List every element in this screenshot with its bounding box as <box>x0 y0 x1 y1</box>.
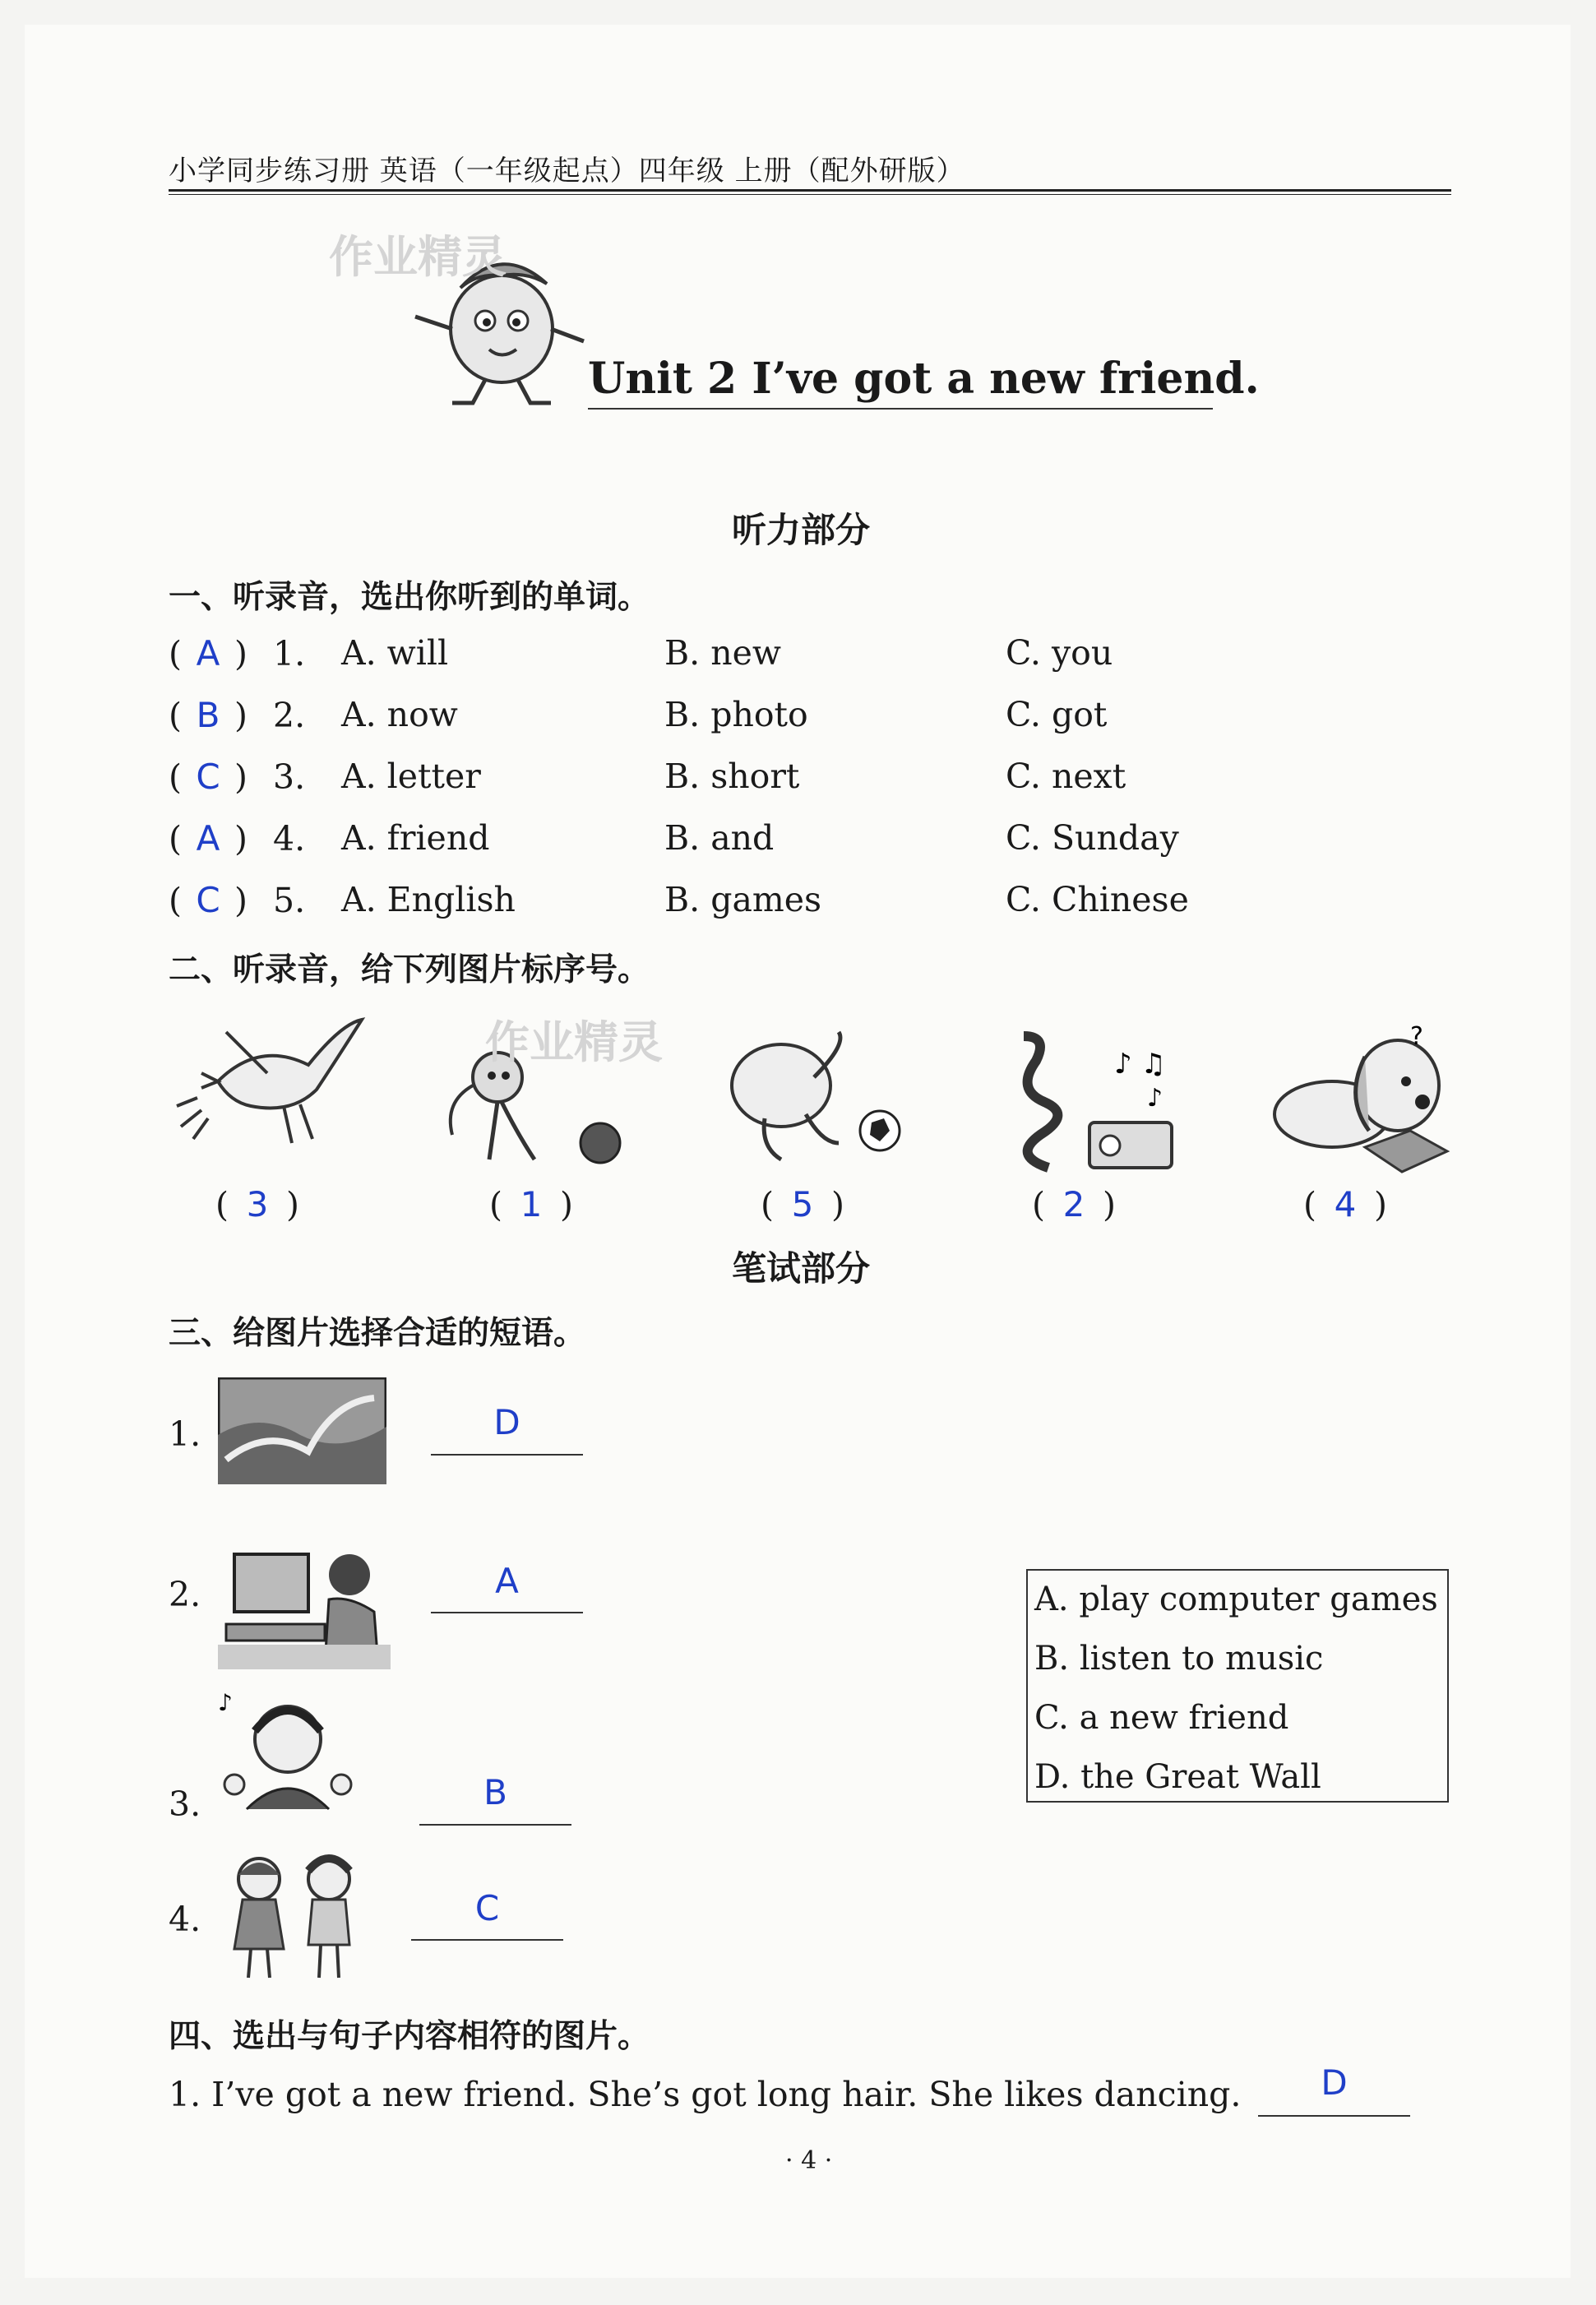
part4-sentence: 1. I’ve got a new friend. She’s got long hair. She likes dancing. <box>169 2075 1242 2114</box>
part3-heading: 三、给图片选择合适的短语。 <box>169 1315 586 1352</box>
blank-answer: A <box>495 1561 519 1601</box>
item-number: 2. <box>169 1575 201 1614</box>
listening-section-title: 听力部分 <box>732 510 871 550</box>
option-c: C. you <box>1006 633 1113 673</box>
watermark: 作业精灵 <box>329 231 507 283</box>
answer-letter: C <box>196 880 220 920</box>
dog-reading-picture <box>1266 1024 1464 1176</box>
part1-heading: 一、听录音，选出你听到的单词。 <box>169 579 650 616</box>
question-row: ( C ) 5. <box>169 880 306 920</box>
part4-heading: 四、选出与句子内容相符的图片。 <box>169 2018 650 2055</box>
new-friend-picture <box>222 1850 370 1982</box>
answer-letter: C <box>196 757 220 797</box>
page-number: · 4 · <box>785 2146 833 2175</box>
option-a: A. will <box>341 633 449 673</box>
option-c: C. next <box>1006 757 1126 796</box>
header-rule-thin <box>169 194 1451 195</box>
option-a: A. friend <box>341 818 490 858</box>
answer-blank <box>431 1612 583 1613</box>
blank-answer: D <box>493 1402 520 1442</box>
phrase-option: D. the Great Wall <box>1034 1758 1321 1796</box>
answer-letter: A <box>196 818 220 859</box>
svg-text:♪: ♪ <box>1147 1084 1163 1113</box>
option-b: B. photo <box>664 695 808 734</box>
option-c: C. Chinese <box>1006 880 1189 919</box>
svg-text:♪: ♪ <box>218 1689 233 1716</box>
item-number: 3. <box>169 1784 201 1824</box>
svg-text:?: ? <box>1410 1024 1423 1051</box>
picture-answer: ( 2 ) <box>1032 1184 1116 1224</box>
blank-answer: C <box>474 1888 500 1928</box>
svg-text:♪ ♫: ♪ ♫ <box>1114 1048 1166 1081</box>
picture-answer: ( 3 ) <box>215 1184 299 1224</box>
option-a: A. letter <box>341 757 481 796</box>
computer-games-picture <box>218 1530 391 1669</box>
part2-heading: 二、听录音，给下列图片标序号。 <box>169 951 650 988</box>
option-b: B. and <box>664 818 775 858</box>
option-c: C. Sunday <box>1006 818 1179 858</box>
answer-blank <box>431 1454 583 1456</box>
question-row: ( A ) 1. <box>169 633 306 673</box>
blank-answer: B <box>483 1772 507 1812</box>
listening-music-picture <box>214 1686 358 1817</box>
picture-answer: ( 1 ) <box>489 1184 573 1224</box>
unit-title: Unit 2 I’ve got a new friend. <box>588 354 1260 404</box>
bird-picture <box>169 1007 366 1168</box>
elephant-picture <box>715 1028 909 1168</box>
answer-blank <box>411 1939 563 1941</box>
question-row: ( C ) 3. <box>169 757 306 797</box>
watermark: 作业精灵 <box>485 1016 663 1068</box>
phrase-options-box <box>1026 1569 1449 1803</box>
answer-letter: A <box>196 633 220 673</box>
title-underline <box>588 408 1213 410</box>
option-b: B. short <box>664 757 800 796</box>
writing-section-title: 笔试部分 <box>732 1248 871 1289</box>
question-row: ( A ) 4. <box>169 818 306 859</box>
item-number: 4. <box>169 1900 201 1939</box>
option-b: B. new <box>664 633 781 673</box>
picture-answer: ( 4 ) <box>1303 1184 1387 1224</box>
question-row: ( B ) 2. <box>169 695 306 735</box>
picture-answer: ( 5 ) <box>761 1184 844 1224</box>
phrase-option: A. play computer games <box>1034 1581 1438 1618</box>
snake-radio-picture <box>991 1024 1188 1176</box>
phrase-option: C. a new friend <box>1034 1699 1289 1737</box>
answer-letter: B <box>196 695 220 735</box>
option-a: A. English <box>341 880 516 919</box>
phrase-option: B. listen to music <box>1034 1640 1324 1678</box>
great-wall-picture <box>218 1377 386 1484</box>
option-b: B. games <box>664 880 822 919</box>
option-c: C. got <box>1006 695 1108 734</box>
answer-blank <box>1258 2115 1410 2117</box>
header-rule <box>169 189 1451 192</box>
blank-answer: D <box>1321 2062 1348 2103</box>
answer-blank <box>419 1824 571 1826</box>
option-a: A. now <box>341 695 458 734</box>
book-header: 小学同步练习册 英语（一年级起点）四年级 上册（配外研版） <box>169 155 965 187</box>
item-number: 1. <box>169 1414 201 1454</box>
